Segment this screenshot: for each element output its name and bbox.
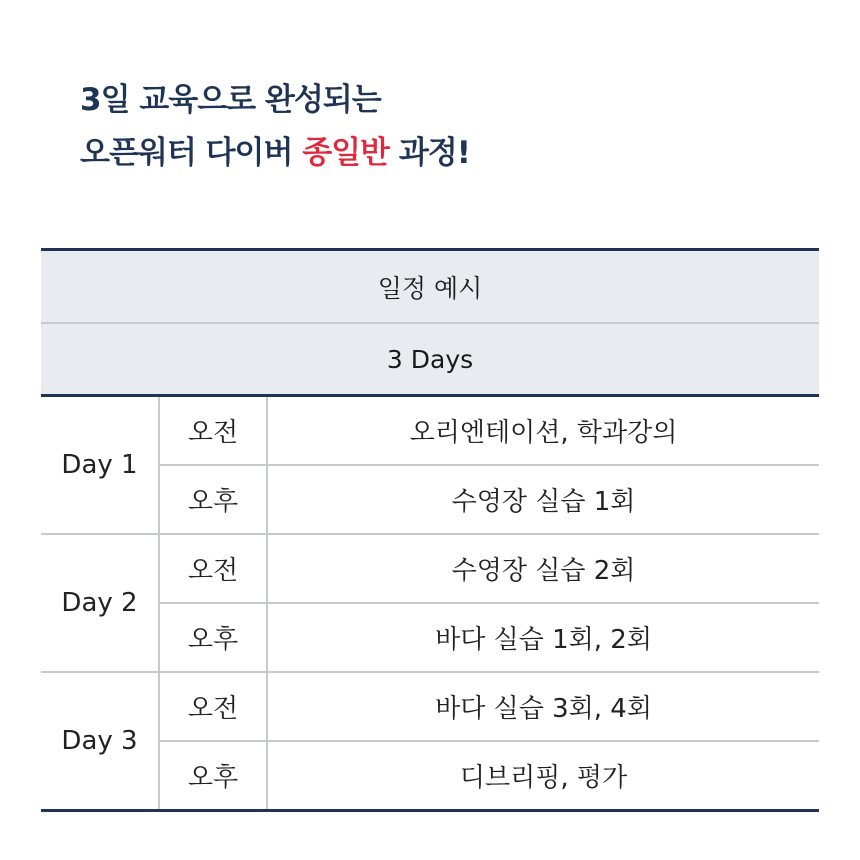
schedule-table (41, 248, 819, 812)
table-row (41, 534, 819, 603)
time-cell: 오전 (159, 396, 267, 466)
day-label: Day 1 (41, 396, 159, 535)
activity-cell: 바다 실습 1회, 2회 (267, 603, 819, 672)
headline-line-2 (80, 127, 470, 180)
table-subtitle: 3 Days (41, 323, 819, 396)
day-label: Day 3 (41, 672, 159, 811)
activity-cell: 오리엔테이션, 학과강의 (267, 396, 819, 466)
activity-cell: 수영장 실습 2회 (267, 534, 819, 603)
table-title-row (41, 250, 819, 324)
headline-line-1: 3일 교육으로 완성되는 (80, 82, 381, 118)
table-row (41, 672, 819, 741)
table-subtitle-row (41, 323, 819, 396)
activity-cell: 디브리핑, 평가 (267, 741, 819, 811)
headline-line-2-suffix: 과정! (389, 135, 470, 171)
headline-accent: 종일반 (302, 135, 390, 171)
time-cell: 오후 (159, 465, 267, 534)
table-title: 일정 예시 (41, 250, 819, 324)
headline (80, 74, 470, 180)
time-cell: 오전 (159, 534, 267, 603)
time-cell: 오후 (159, 603, 267, 672)
headline-line-2-prefix: 오픈워터 다이버 (80, 135, 303, 171)
activity-cell: 바다 실습 3회, 4회 (267, 672, 819, 741)
table-row (41, 396, 819, 466)
time-cell: 오전 (159, 672, 267, 741)
activity-cell: 수영장 실습 1회 (267, 465, 819, 534)
day-label: Day 2 (41, 534, 159, 672)
time-cell: 오후 (159, 741, 267, 811)
